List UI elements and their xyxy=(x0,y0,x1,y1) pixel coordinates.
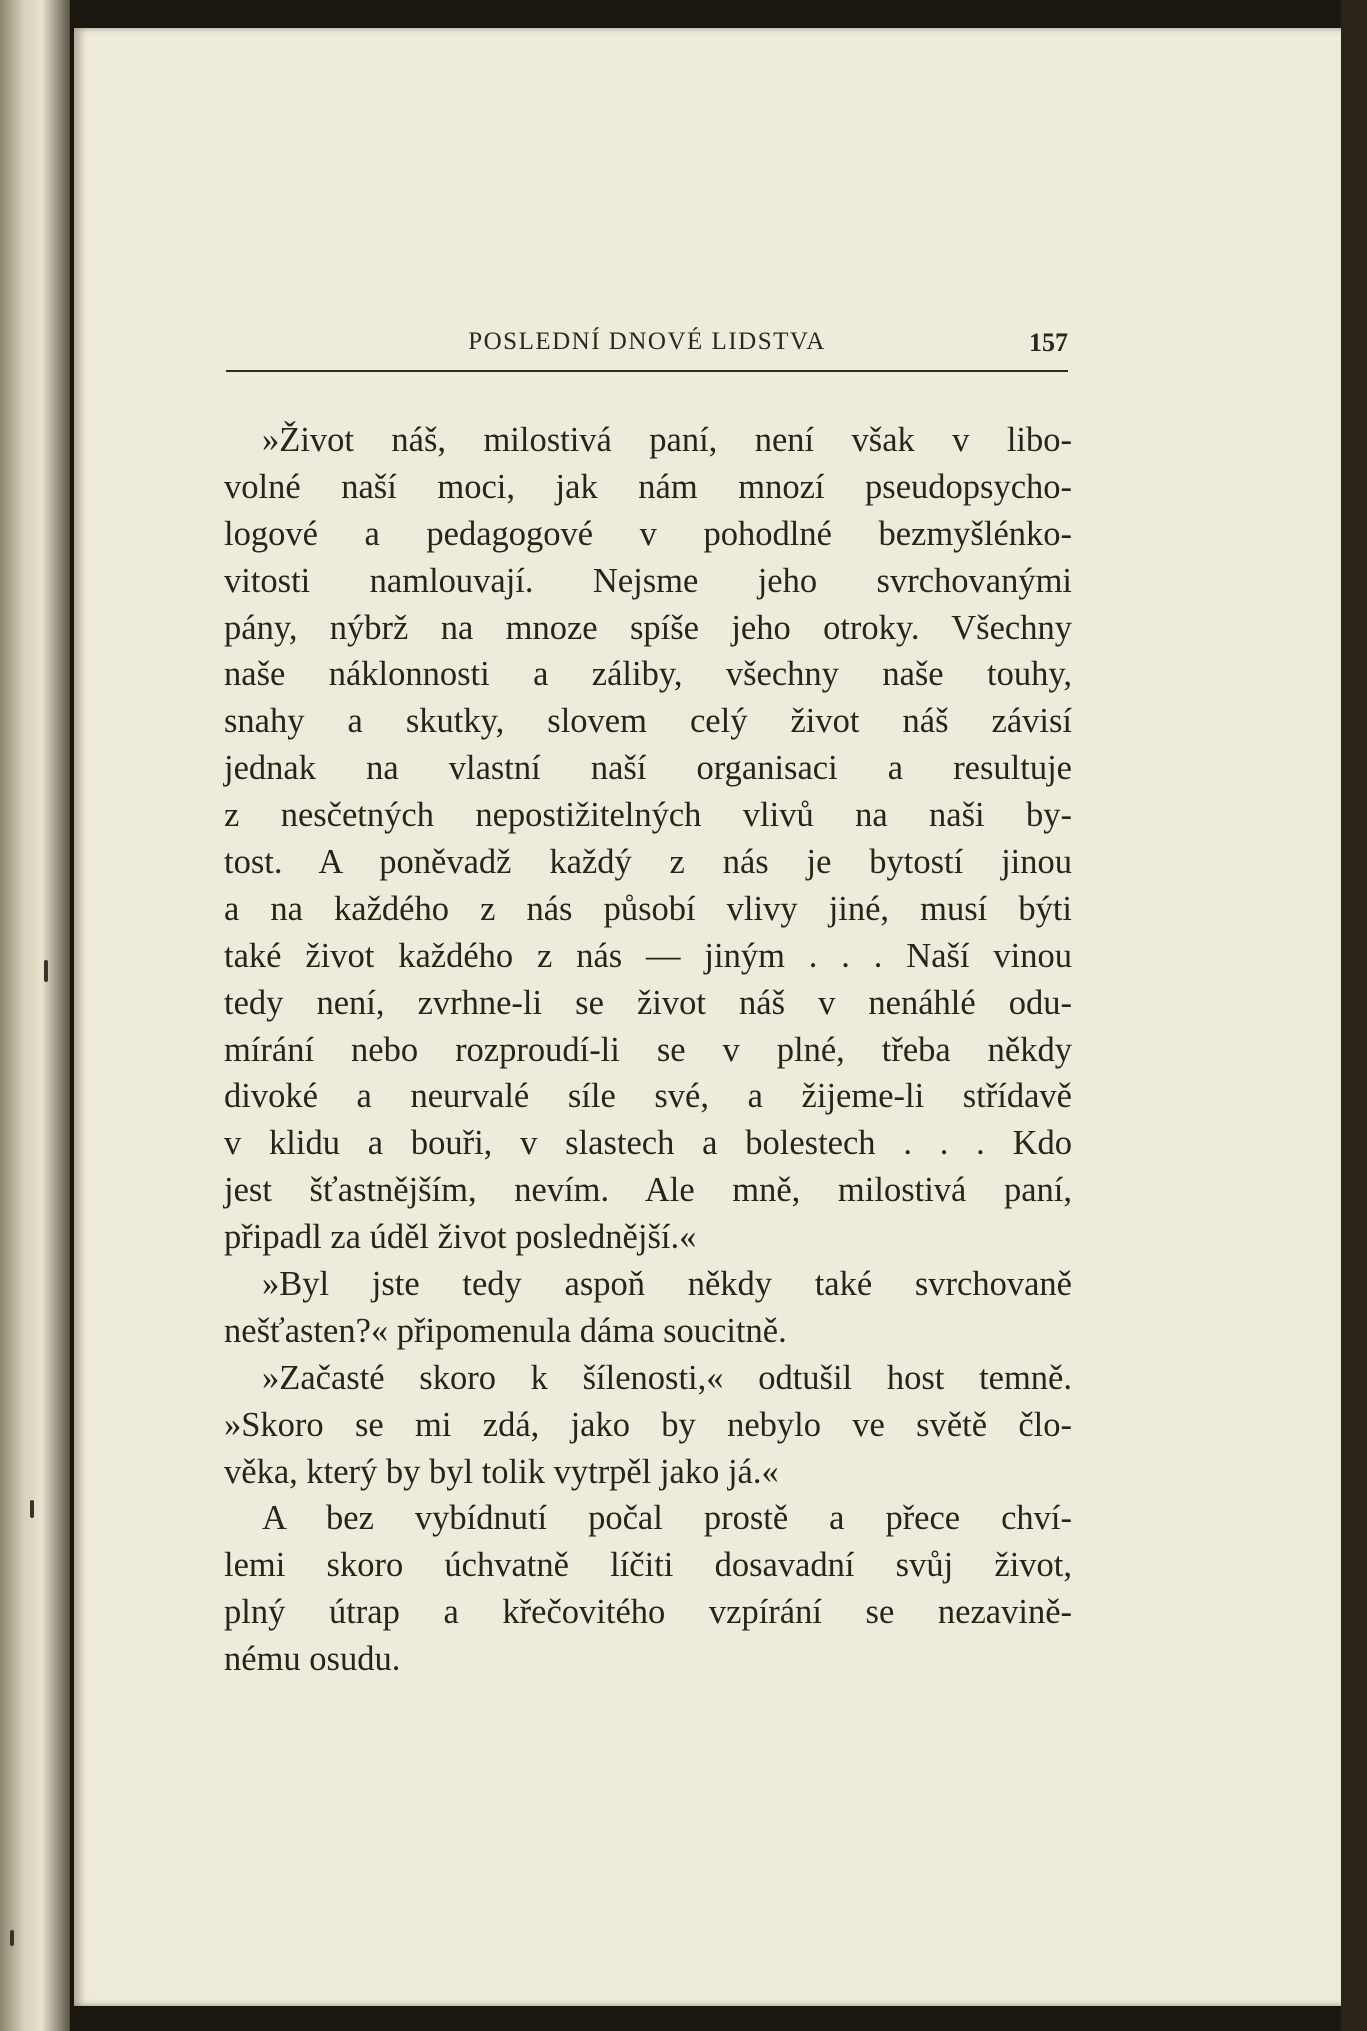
text-line: z nesčetných nepostižitelných vlivů na naši by- xyxy=(224,796,1072,835)
text-line: »Život náš, milostivá paní, není však v libo- xyxy=(262,421,1072,459)
text-line: vitosti namlouvají. Nejsme jeho svrchovanými xyxy=(224,561,1072,600)
text-line: tost. A poněvadž každý z nás je bytostí jinou xyxy=(224,843,1072,882)
text-line: v klidu a bouři, v slastech a bolestech . . . Kdo xyxy=(224,1124,1072,1163)
text-line: pány, nýbrž na mnoze spíše jeho otroky. Všechny xyxy=(224,608,1072,647)
binding-mark xyxy=(44,960,48,982)
text-line: jednak na vlastní naší organisaci a resultuje xyxy=(224,749,1072,788)
text-line: připadl za úděl život poslednější.« xyxy=(224,1218,697,1257)
text-line: lemi skoro úchvatně líčiti dosavadní svůj život, xyxy=(224,1546,1072,1585)
text-line: A bez vybídnutí počal prostě a přece chví- xyxy=(262,1499,1072,1538)
header-rule xyxy=(226,370,1068,372)
text-line: věka, který by byl tolik vytrpěl jako já.« xyxy=(224,1452,779,1491)
text-line: »Skoro se mi zdá, jako by nebylo ve světě člo- xyxy=(224,1405,1072,1444)
text-line: a na každého z nás působí vlivy jiné, musí býti xyxy=(224,889,1072,928)
text-line: nému osudu. xyxy=(224,1640,401,1679)
running-head xyxy=(226,328,1068,368)
body-text xyxy=(224,417,1072,1683)
running-title: POSLEDNÍ DNOVÉ LIDSTVA xyxy=(468,328,826,355)
text-line: nešťasten?« připomenula dáma soucitně. xyxy=(224,1311,787,1350)
text-line: »Začasté skoro k šílenosti,« odtušil host temně. xyxy=(262,1358,1072,1397)
text-line: volné naší moci, jak nám mnozí pseudopsycho- xyxy=(224,467,1072,506)
text-line: logové a pedagogové v pohodlné bezmyšlénko- xyxy=(224,514,1072,553)
text-line: plný útrap a křečovitého vzpírání se nezavině- xyxy=(224,1593,1072,1632)
binding-mark xyxy=(10,1930,14,1946)
text-line: divoké a neurvalé síle své, a žijeme-li střídavě xyxy=(224,1077,1072,1116)
text-line: mírání nebo rozproudí-li se v plné, třeba někdy xyxy=(224,1030,1072,1069)
page-number: 157 xyxy=(1029,328,1068,357)
text-line: naše náklonnosti a záliby, všechny naše touhy, xyxy=(224,655,1072,694)
text-line: snahy a skutky, slovem celý život náš závisí xyxy=(224,702,1072,741)
text-line: tedy není, zvrhne-li se život náš v nenáhlé odu- xyxy=(224,983,1072,1022)
text-line: »Byl jste tedy aspoň někdy také svrchovaně xyxy=(262,1265,1072,1304)
right-scan-border xyxy=(1341,0,1367,2031)
binding-mark xyxy=(30,1500,34,1518)
text-line: jest šťastnějším, nevím. Ale mně, milostivá paní, xyxy=(224,1171,1072,1210)
previous-page-edge xyxy=(0,0,70,2031)
text-line: také život každého z nás — jiným . . . Naší vinou xyxy=(224,936,1072,975)
